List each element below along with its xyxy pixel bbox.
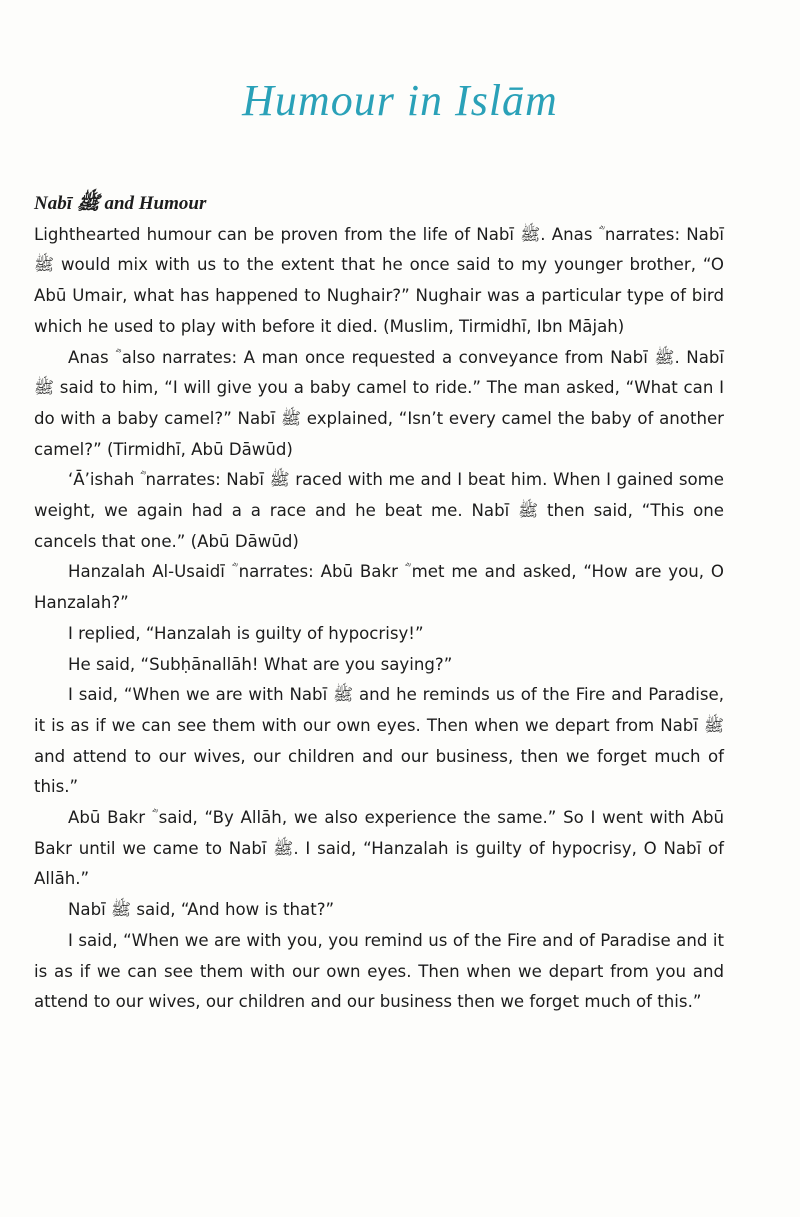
paragraph: He said, “Subḥānallāh! What are you saying?” [68,654,453,674]
section-heading: Nabī ﷺ and Humour [34,193,207,214]
paragraph: Lighthearted humour can be proven from the life of Nabī ﷺ. Anas ؓ narrates: Nabī ﷺ would mix with us to the extent that he once said to my younger brother, “O Abū Umair, what has happened to Nughair?” Nughair was a particular type of bird which he used to play with before it died. (Muslim, Tirmidhī, Ibn Mājah) [34,224,724,336]
body-text [34,189,724,1018]
paragraph: I replied, “Hanzalah is guilty of hypocrisy!” [68,623,424,643]
paragraph: Abū Bakr ؓ said, “By Allāh, we also experience the same.” So I went with Abū Bakr until we came to Nabī ﷺ. I said, “Hanzalah is guilty of hypocrisy, O Nabī of Allāh.” [34,808,724,889]
paragraph: I said, “When we are with Nabī ﷺ and he reminds us of the Fire and Paradise, it is as if we can see them with our own eyes. Then when we depart from Nabī ﷺ and attend to our wives, our children and our business, then we forget much of this.” [34,685,724,797]
page-title: Humour in Islām [242,76,558,125]
paragraph: Nabī ﷺ said, “And how is that?” [68,900,335,920]
paragraph: ‘Ā’ishah ؓ narrates: Nabī ﷺ raced with me and I beat him. When I gained some weight, we again had a a race and he beat me. Nabī ﷺ then said, “This one cancels that one.” (Abū Dāwūd) [34,470,725,551]
paragraph: Anas ؓ also narrates: A man once requested a conveyance from Nabī ﷺ. Nabī ﷺ said to him, “I will give you a baby camel to ride.” The man asked, “What can I do with a baby camel?” Nabī ﷺ explained, “Isn’t every camel the baby of another camel?” (Tirmidhī, Abū Dāwūd) [34,347,725,459]
paragraph: I said, “When we are with you, you remind us of the Fire and of Paradise and it is as if we can see them with our own eyes. Then when we depart from you and attend to our wives, our children and our business then we forget much of this.” [34,930,724,1012]
paragraph: Hanzalah Al-Usaidī ؓ narrates: Abū Bakr ؓ met me and asked, “How are you, O Hanzalah?” [34,562,724,613]
